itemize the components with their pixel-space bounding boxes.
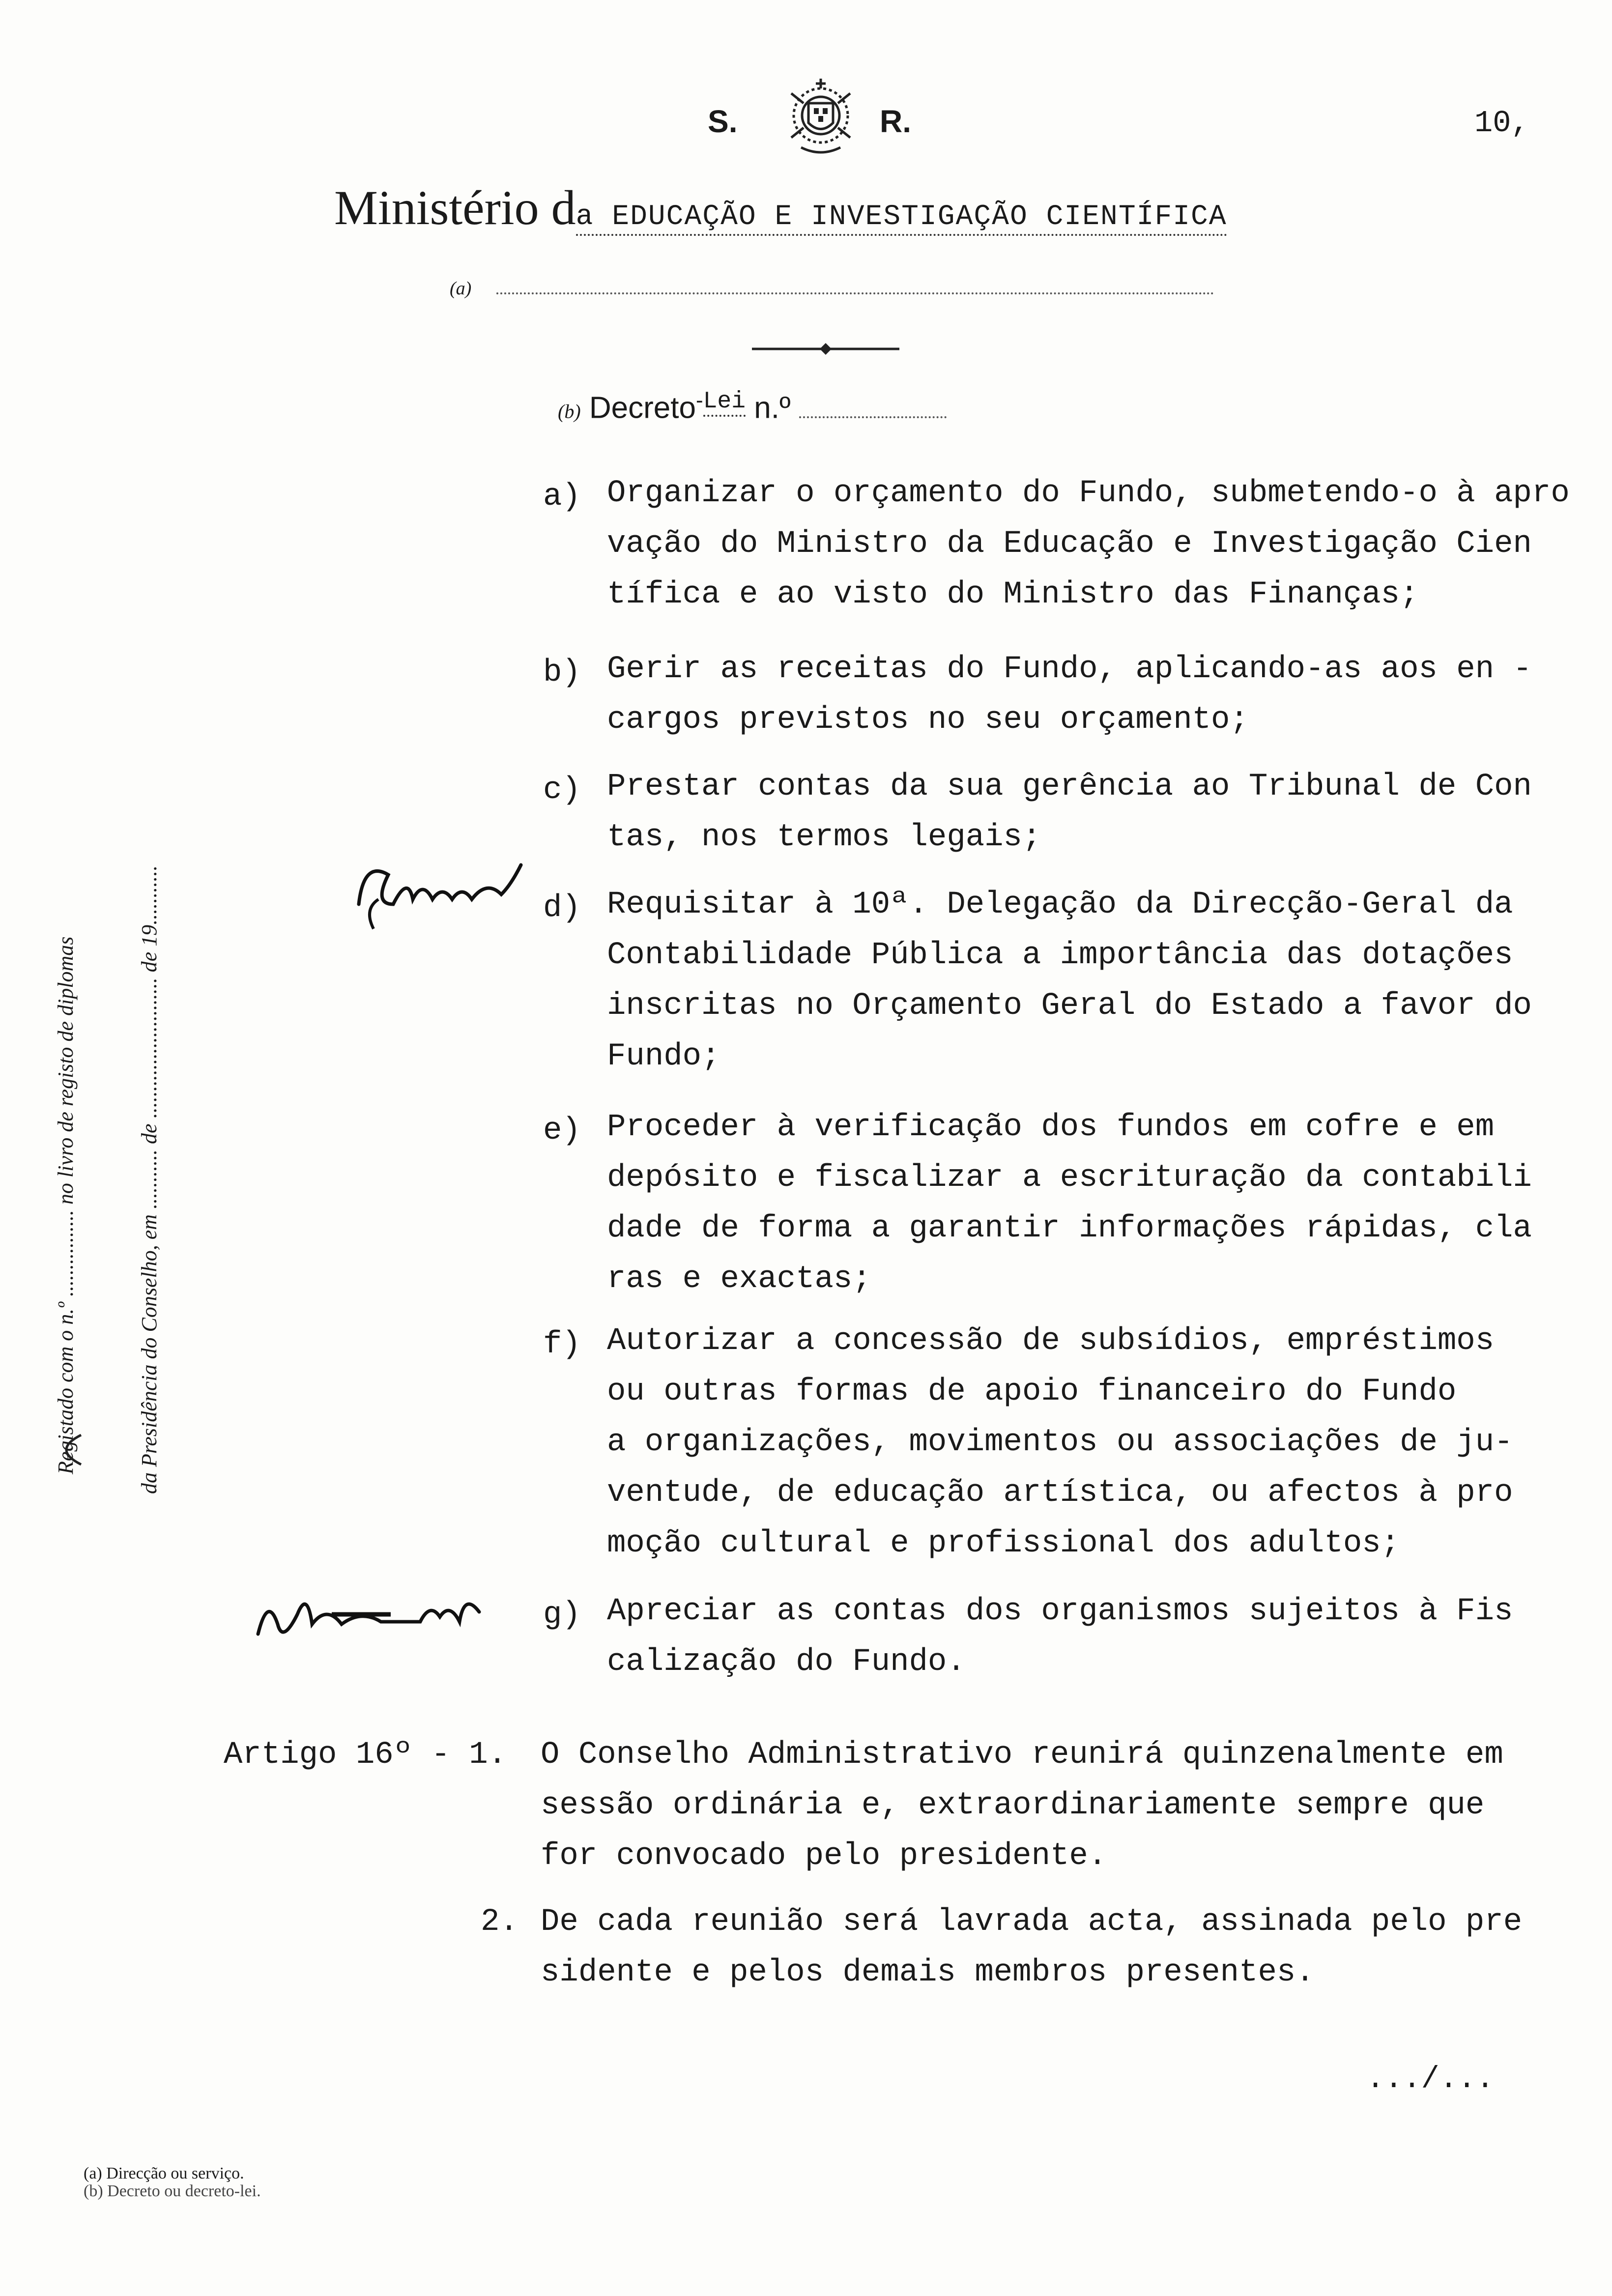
article-paragraph-1: O Conselho Administrativo reunirá quinzenalmente em sessão ordinária e, extraordinariamente sempre que for convocado pelo presidente. xyxy=(541,1737,1503,1874)
item-text: Proceder à verificação dos fundos em cofre e em depósito e fiscalizar a escrituração da contabili dade de forma a garantir informações rápidas, cla ras e exactas; xyxy=(607,1110,1532,1297)
ministry-heading xyxy=(334,179,1227,236)
header-right-letter: R. xyxy=(880,104,911,139)
item-letter: e) xyxy=(543,1113,581,1148)
item-letter: d) xyxy=(543,890,581,926)
field-a-label: (a) xyxy=(450,278,472,299)
article-label: Artigo 16º - 1. xyxy=(224,1737,507,1773)
diamond-divider xyxy=(752,339,899,359)
decree-word: Decreto xyxy=(589,391,696,425)
footnotes xyxy=(84,2165,261,2200)
article-paragraph-2-number: 2. xyxy=(481,1904,518,1940)
ministry-name: a EDUCAÇÃO E INVESTIGAÇÃO CIENTÍFICA xyxy=(576,201,1227,236)
article-paragraph-2: De cada reunião será lavrada acta, assinada pelo pre sidente e pelos demais membros presentes. xyxy=(541,1904,1523,1990)
header-left-letter: S. xyxy=(708,104,738,139)
item-letter: g) xyxy=(543,1597,581,1633)
margin-registration-line2: da Presidência do Conselho, em ........... de .......................... de 19........... xyxy=(137,865,161,1494)
decree-label-prefix: (b) xyxy=(558,400,581,423)
item-letter: c) xyxy=(543,773,581,808)
continuation-mark: .../... xyxy=(1366,2062,1495,2096)
decree-lei: Lei xyxy=(703,388,746,417)
decree-number-label: n.º xyxy=(754,391,791,425)
item-letter: b) xyxy=(543,655,581,690)
item-text: Autorizar a concessão de subsídios, empréstimos ou outras formas de apoio financeiro do Fundo a organizações, movimentos ou associações de ju- ventude, de educação artística, ou afectos à pro moção cultural e profissional dos adultos; xyxy=(607,1323,1513,1561)
handwritten-signature-1 xyxy=(349,845,575,944)
footnote-b: (b) Decreto ou decreto-lei. xyxy=(84,2182,261,2200)
decree-line: (b) Decreto$^{-Lei}$ n.º xyxy=(558,388,947,426)
margin-bracket-mark xyxy=(47,1430,86,1469)
margin-registration-line1: Registado com o n.º ................ no livro de registo de diplomas xyxy=(54,936,78,1474)
item-text: Organizar o orçamento do Fundo, submetendo-o à apro vação do Ministro da Educação e Investigação Cien tífica e ao visto do Ministro das Finanças; xyxy=(607,476,1570,612)
item-letter: a) xyxy=(543,479,581,515)
footnote-a: (a) Direcção ou serviço. xyxy=(84,2164,244,2182)
item-text: Gerir as receitas do Fundo, aplicando-as aos en - cargos previstos no seu orçamento; xyxy=(607,652,1532,738)
decree-number-blank xyxy=(799,416,947,418)
item-letter: f) xyxy=(543,1327,581,1362)
coat-of-arms-emblem xyxy=(781,74,860,157)
field-a-row xyxy=(450,278,1211,307)
item-text: Requisitar à 10ª. Delegação da Direcção-Geral da Contabilidade Pública a importância das dotações inscritas no Orçamento Geral do Estado a favor do Fundo; xyxy=(607,887,1532,1074)
handwritten-signature-2 xyxy=(248,1580,504,1649)
page-number: 10, xyxy=(1474,106,1529,141)
item-text: Prestar contas da sua gerência ao Tribunal de Con tas, nos termos legais; xyxy=(607,769,1532,855)
field-a-line xyxy=(496,292,1214,294)
item-text: Apreciar as contas dos organismos sujeitos à Fis calização do Fundo. xyxy=(607,1594,1513,1680)
ministry-prefix: Ministério d xyxy=(334,180,576,235)
